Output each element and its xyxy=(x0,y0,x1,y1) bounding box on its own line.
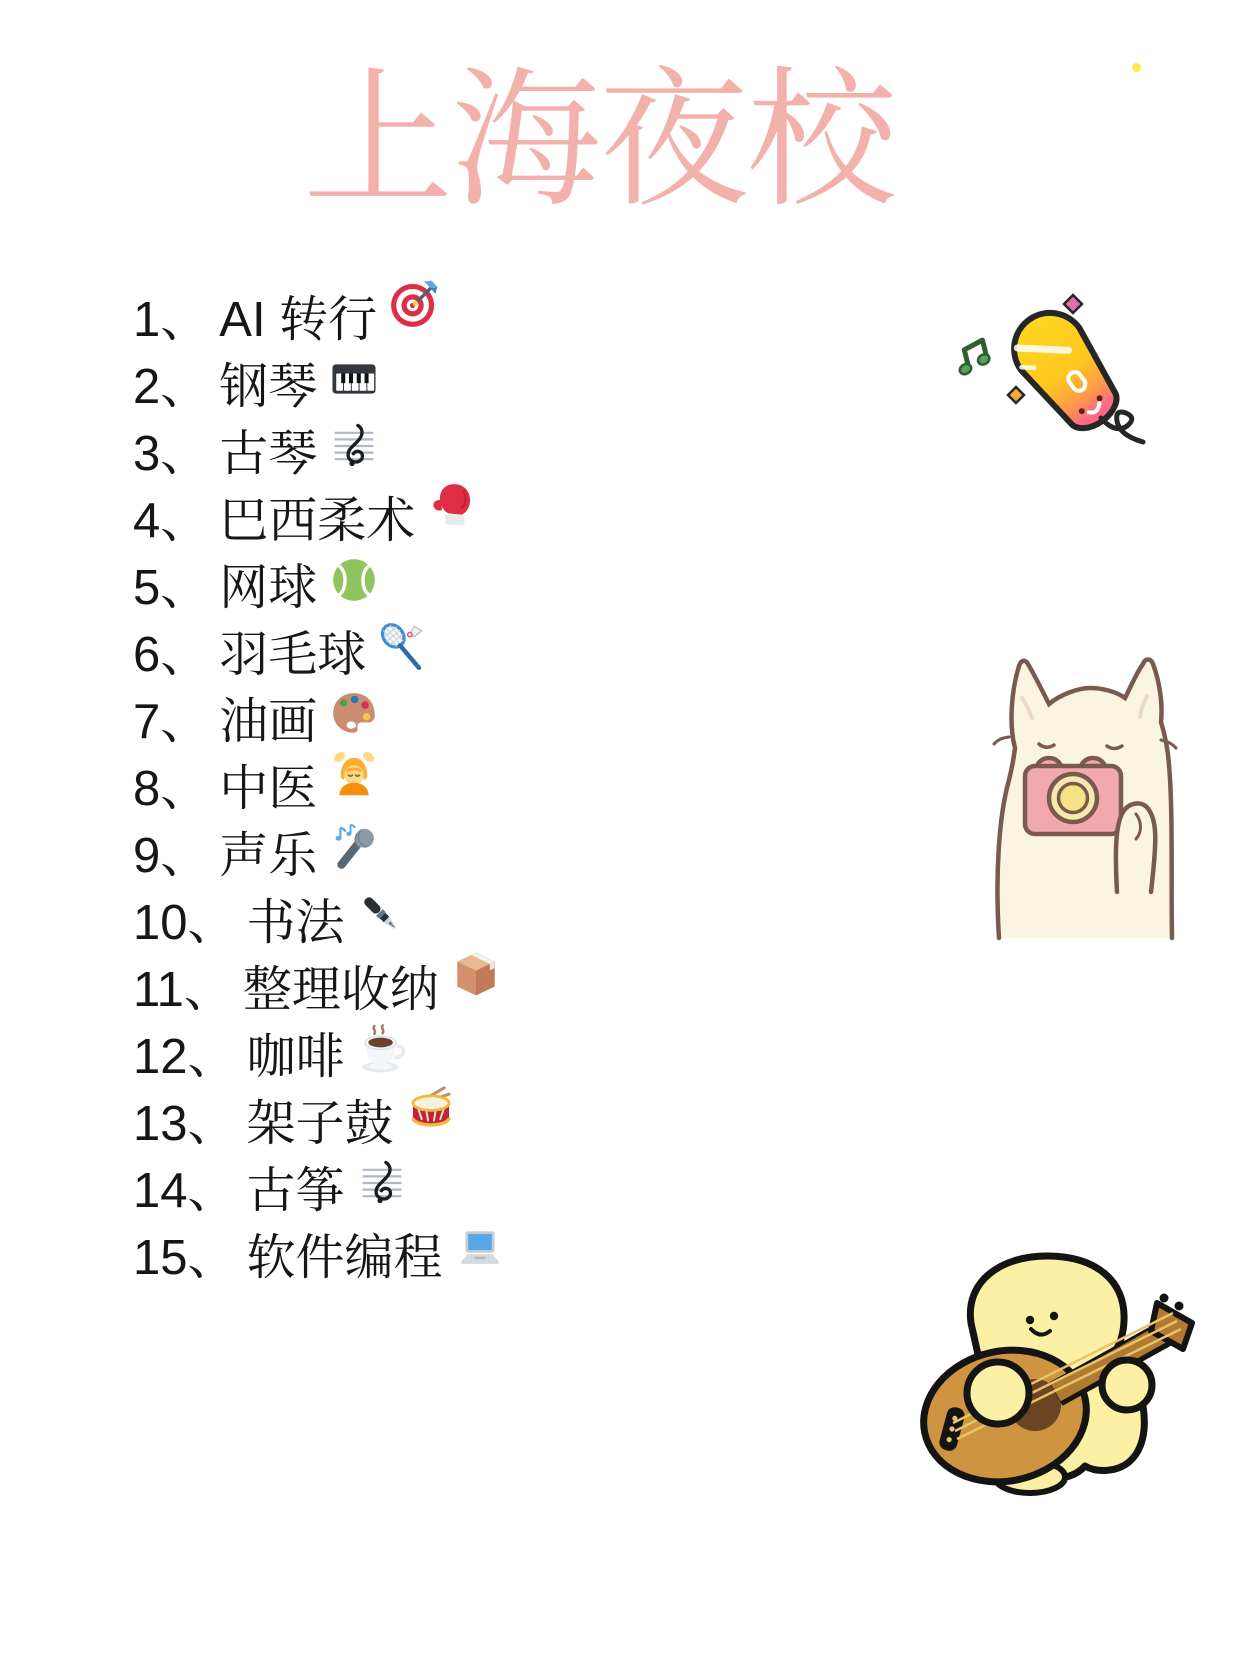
list-item xyxy=(133,282,505,349)
item-label: 羽毛球 xyxy=(219,627,367,682)
microphone-with-notes-icon xyxy=(329,823,379,873)
item-label: 整理收纳 xyxy=(242,962,439,1017)
item-number: 9、 xyxy=(133,828,210,883)
item-label: 油画 xyxy=(219,694,318,749)
list-item xyxy=(133,818,505,885)
drum-with-sticks-icon xyxy=(406,1083,456,1133)
list-item xyxy=(133,1086,505,1153)
item-label: 咖啡 xyxy=(246,1029,345,1084)
item-label: 中医 xyxy=(219,761,318,816)
item-label: 书法 xyxy=(246,895,345,950)
item-label: 钢琴 xyxy=(219,359,318,414)
item-label: 架子鼓 xyxy=(246,1096,394,1151)
item-number: 3、 xyxy=(133,426,210,481)
list-item xyxy=(133,1153,505,1220)
item-number: 5、 xyxy=(133,560,210,615)
list-item xyxy=(133,416,505,483)
fountain-pen-icon xyxy=(357,890,407,940)
item-label: 古琴 xyxy=(219,426,318,481)
list-item xyxy=(133,1019,505,1086)
list-item xyxy=(133,885,505,952)
musical-score-icon xyxy=(357,1158,407,1208)
package-box-icon xyxy=(451,949,501,999)
item-number: 12、 xyxy=(133,1029,237,1084)
page-title: 上海夜校 xyxy=(302,56,895,224)
musical-score-icon xyxy=(329,421,379,471)
cat-paw xyxy=(1116,803,1155,892)
pink-camera xyxy=(1025,758,1121,834)
piano-keyboard-icon xyxy=(329,354,379,404)
list-item xyxy=(133,751,505,818)
music-note-icon xyxy=(953,339,994,377)
list-item xyxy=(133,952,505,1019)
person-getting-massage-icon xyxy=(329,748,379,798)
list-item xyxy=(133,483,505,550)
badminton-racquet-icon xyxy=(378,622,428,672)
item-number: 4、 xyxy=(133,493,210,548)
coffee-cup-icon xyxy=(357,1024,407,1074)
pink-sparkle-icon xyxy=(1064,295,1082,313)
list-item xyxy=(133,1220,505,1287)
blob-playing-guitar-illustration xyxy=(905,1243,1200,1498)
laptop-icon xyxy=(455,1225,505,1275)
item-number: 11、 xyxy=(133,962,233,1017)
item-label: 巴西柔术 xyxy=(219,493,416,548)
item-number: 8、 xyxy=(133,761,210,816)
cat-with-camera-illustration xyxy=(985,640,1185,945)
orange-sparkle-icon xyxy=(1008,387,1024,403)
item-number: 1、 xyxy=(133,292,210,347)
class-list xyxy=(133,282,505,1287)
tennis-ball-icon xyxy=(329,555,379,605)
item-number: 7、 xyxy=(133,694,210,749)
yellow-sparkle-dot xyxy=(1132,63,1141,72)
item-label: 古筝 xyxy=(246,1163,345,1218)
item-label: 声乐 xyxy=(219,828,318,883)
karaoke-microphone-illustration xyxy=(935,268,1160,458)
item-label: 网球 xyxy=(219,560,318,615)
list-item xyxy=(133,550,505,617)
cheek-tuft-left xyxy=(994,737,1009,744)
dart-target-icon xyxy=(389,279,439,329)
item-number: 13、 xyxy=(133,1096,237,1151)
item-number: 15、 xyxy=(133,1230,237,1285)
list-item xyxy=(133,617,505,684)
item-number: 2、 xyxy=(133,359,210,414)
artist-palette-icon xyxy=(329,689,379,739)
list-item xyxy=(133,684,505,751)
item-number: 6、 xyxy=(133,627,210,682)
blob-left-hand xyxy=(967,1362,1029,1424)
item-number: 14、 xyxy=(133,1163,237,1218)
boxing-glove-icon xyxy=(427,480,477,530)
item-number: 10、 xyxy=(133,895,237,950)
item-label: AI 转行 xyxy=(219,292,378,347)
item-label: 软件编程 xyxy=(246,1230,443,1285)
list-item xyxy=(133,349,505,416)
blob-right-hand xyxy=(1102,1360,1152,1410)
